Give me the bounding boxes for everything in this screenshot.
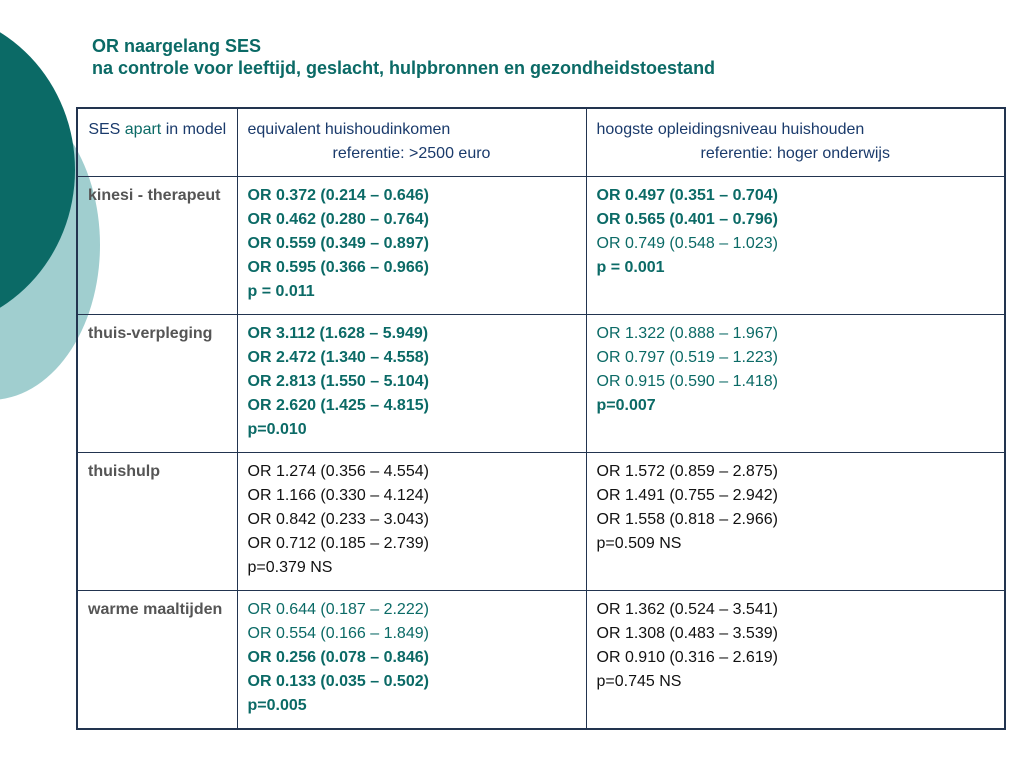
or-value: OR 0.712 (0.185 – 2.739): [247, 535, 429, 552]
p-value: p=0.007: [596, 397, 656, 414]
or-value: OR 0.749 (0.548 – 1.023): [596, 235, 778, 252]
header-opleiding-reference: referentie: hoger onderwijs: [700, 145, 890, 162]
header-opleiding-title: hoogste opleidingsniveau huishouden: [596, 121, 865, 138]
cell-opleiding: [586, 177, 1005, 315]
odds-ratio-table: [76, 107, 1006, 730]
or-value: OR 1.308 (0.483 – 3.539): [596, 625, 778, 642]
table-row-warme-maaltijden: [77, 591, 1005, 730]
or-value: OR 1.572 (0.859 – 2.875): [596, 463, 778, 480]
or-value: OR 3.112 (1.628 – 5.949): [247, 325, 429, 342]
header-inkomen-title: equivalent huishoudinkomen: [247, 121, 451, 138]
title-line-2: na controle voor leeftijd, geslacht, hulpbronnen en gezondheidstoestand: [92, 58, 716, 78]
row-label: thuis-verpleging: [77, 315, 237, 453]
p-value: p=0.509 NS: [596, 535, 682, 552]
row-label: warme maaltijden: [77, 591, 237, 730]
p-value: p=0.010: [247, 421, 307, 438]
slide-title: [92, 35, 715, 79]
or-value: OR 0.915 (0.590 – 1.418): [596, 373, 778, 390]
or-value: OR 0.497 (0.351 – 0.704): [596, 187, 778, 204]
cell-opleiding: [586, 453, 1005, 591]
cell-opleiding: [586, 591, 1005, 730]
or-value: OR 2.813 (1.550 – 5.104): [247, 373, 429, 390]
header-inkomen: [237, 108, 586, 177]
or-value: OR 0.910 (0.316 – 2.619): [596, 649, 778, 666]
cell-inkomen: [237, 453, 586, 591]
or-value: OR 0.554 (0.166 – 1.849): [247, 625, 429, 642]
header-apart-text: apart: [124, 121, 162, 138]
or-value: OR 0.595 (0.366 – 0.966): [247, 259, 429, 276]
or-value: OR 1.362 (0.524 – 3.541): [596, 601, 778, 618]
cell-opleiding: [586, 315, 1005, 453]
or-value: OR 0.462 (0.280 – 0.764): [247, 211, 429, 228]
table-row-thuishulp: [77, 453, 1005, 591]
cell-inkomen: [237, 591, 586, 730]
or-value: OR 0.133 (0.035 – 0.502): [247, 673, 429, 690]
header-ses-text: SES: [88, 121, 125, 138]
title-line-1: OR naargelang SES: [92, 36, 262, 56]
p-value: p = 0.001: [596, 259, 665, 276]
header-opleiding: [586, 108, 1005, 177]
or-value: OR 0.644 (0.187 – 2.222): [247, 601, 429, 618]
or-value: OR 1.558 (0.818 – 2.966): [596, 511, 778, 528]
table-row-thuisverpleging: [77, 315, 1005, 453]
or-value: OR 1.166 (0.330 – 4.124): [247, 487, 429, 504]
cell-inkomen: [237, 315, 586, 453]
p-value: p=0.379 NS: [247, 559, 333, 576]
or-value: OR 0.372 (0.214 – 0.646): [247, 187, 429, 204]
p-value: p=0.745 NS: [596, 673, 682, 690]
header-in-model-text: in model: [161, 121, 227, 138]
table-header-row: [77, 108, 1005, 177]
or-value: OR 2.620 (1.425 – 4.815): [247, 397, 429, 414]
header-inkomen-reference: referentie: >2500 euro: [332, 145, 491, 162]
or-value: OR 1.322 (0.888 – 1.967): [596, 325, 778, 342]
or-value: OR 0.797 (0.519 – 1.223): [596, 349, 778, 366]
table-row-kinesitherapeut: [77, 177, 1005, 315]
or-value: OR 0.842 (0.233 – 3.043): [247, 511, 429, 528]
cell-inkomen: [237, 177, 586, 315]
row-label: thuishulp: [77, 453, 237, 591]
or-value: OR 0.565 (0.401 – 0.796): [596, 211, 778, 228]
row-label: kinesi - therapeut: [77, 177, 237, 315]
or-value: OR 1.274 (0.356 – 4.554): [247, 463, 429, 480]
or-value: OR 0.559 (0.349 – 0.897): [247, 235, 429, 252]
or-value: OR 0.256 (0.078 – 0.846): [247, 649, 429, 666]
or-value: OR 2.472 (1.340 – 4.558): [247, 349, 429, 366]
header-ses-model: [77, 108, 237, 177]
p-value: p = 0.011: [247, 283, 315, 300]
or-value: OR 1.491 (0.755 – 2.942): [596, 487, 778, 504]
p-value: p=0.005: [247, 697, 307, 714]
